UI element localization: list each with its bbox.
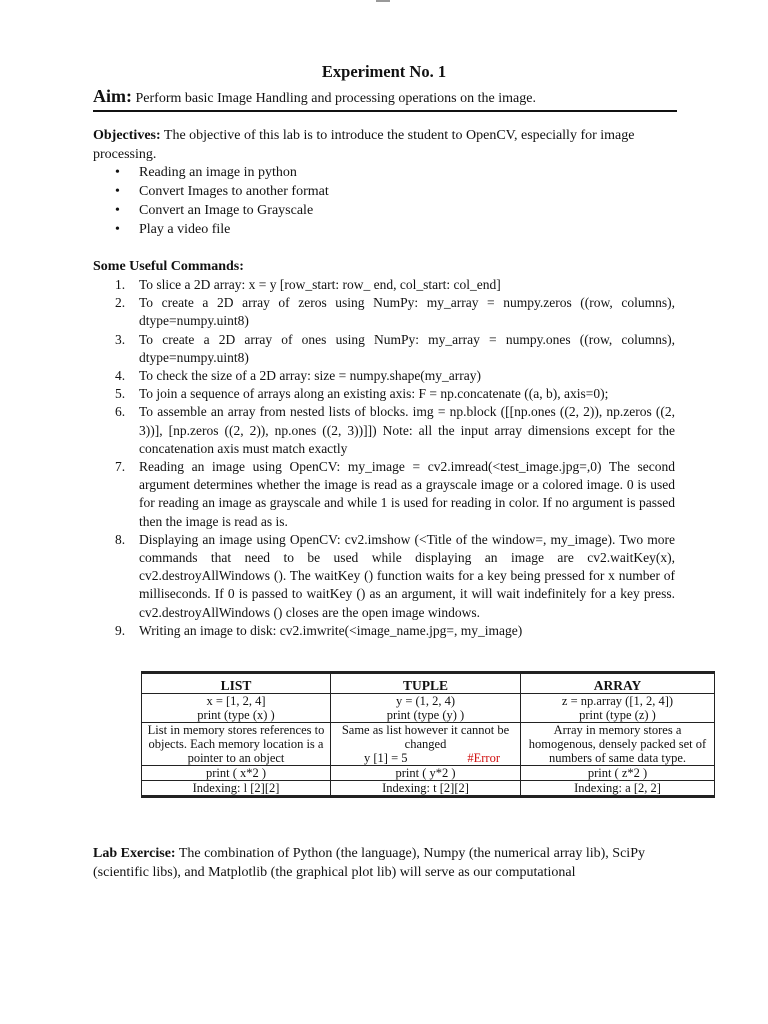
cell-line: [333, 751, 518, 765]
table-row: [142, 694, 715, 723]
aim-text: Perform basic Image Handling and processing operations on the image.: [135, 91, 536, 106]
list-item: • Reading an image in python: [113, 163, 329, 182]
list-item: • Convert Images to another format: [113, 182, 329, 201]
table-cell: Array in memory stores a homogenous, densely packed set of numbers of same data type.: [521, 723, 715, 766]
error-comment: #Error: [467, 751, 500, 765]
item-number: 6.: [115, 404, 126, 420]
table-cell: Indexing: a [2, 2]: [521, 781, 715, 797]
item-number: 8.: [115, 531, 126, 547]
table-cell: Indexing: l [2][2]: [142, 781, 331, 797]
header-array: ARRAY: [521, 673, 715, 694]
item-text: To assemble an array from nested lists of blocks. img = np.block ([[np.ones ((2, 2)), np.zeros ((2, 3))], [np.zeros ((2, 2)), np.ones ((2, 3))]]) Note: all the input array dimensions except for the concatenation axis must match exactly: [139, 404, 675, 456]
page-title: Experiment No. 1: [321, 62, 447, 81]
tuple-code: y [1] = 5: [364, 751, 408, 765]
cell-line: y = (1, 2, 4): [395, 694, 456, 708]
item-number: 2.: [115, 295, 126, 311]
list-item: [93, 367, 675, 385]
list-item: [93, 331, 675, 367]
lab-exercise-paragraph: [93, 844, 683, 882]
table-cell: print ( z*2 ): [521, 766, 715, 781]
item-text: To create a 2D array of zeros using NumPy: my_array = numpy.zeros ((row, columns), dtype=numpy.uint8): [139, 295, 675, 329]
cell-line: z = np.array ([1, 2, 4]): [561, 694, 674, 708]
header-tuple: TUPLE: [331, 673, 521, 694]
list-item: • Convert an Image to Grayscale: [113, 201, 329, 220]
list-item: [93, 403, 675, 458]
objectives-list: [113, 163, 329, 239]
table-cell: [142, 694, 331, 723]
list-item: [93, 458, 675, 531]
list-item: • Play a video file: [113, 220, 329, 239]
table-row: [142, 723, 715, 766]
aim-label: Aim:: [93, 86, 132, 106]
table-cell: [331, 694, 521, 723]
item-text: To slice a 2D array: x = y [row_start: row_ end, col_start: col_end]: [139, 277, 501, 292]
list-item: [93, 276, 675, 294]
list-item: [93, 622, 675, 640]
lab-exercise-text: The combination of Python (the language), Numpy (the numerical array lib), SciPy (scientific libs), and Matplotlib (the graphical plot lib) will serve as our computational: [93, 846, 645, 880]
item-number: 9.: [115, 622, 126, 638]
table-cell: Indexing: t [2][2]: [331, 781, 521, 797]
table-header-row: [142, 673, 715, 694]
item-number: 1.: [115, 277, 126, 292]
list-item: [93, 531, 675, 622]
cell-line: print (type (x) ): [197, 708, 275, 722]
objectives-paragraph: [93, 126, 683, 164]
cell-line: print (type (z) ): [579, 708, 656, 722]
list-item: [93, 294, 675, 330]
top-mark: [376, 0, 390, 2]
item-number: 4.: [115, 368, 126, 384]
comparison-table: [141, 671, 715, 798]
table-row: [142, 766, 715, 781]
item-text: To check the size of a 2D array: size = numpy.shape(my_array): [139, 368, 482, 384]
table-cell: [331, 723, 521, 766]
item-number: 3.: [115, 331, 126, 347]
cell-line: print (type (y) ): [386, 708, 465, 722]
item-number: 5.: [115, 386, 126, 402]
table-cell: print ( y*2 ): [331, 766, 521, 781]
table-row: [142, 781, 715, 797]
objectives-label: Objectives:: [93, 128, 161, 143]
header-list: LIST: [142, 673, 331, 694]
item-text: To join a sequence of arrays along an existing axis: F = np.concatenate ((a, b), axis=0);: [139, 386, 609, 402]
commands-list: [93, 276, 675, 640]
item-text: Reading an image using OpenCV: my_image = cv2.imread(<test_image.jpg=,0) The second argument determines whether the image is read as a grayscale image or a colored image. 0 is used for reading an image as grayscale and while 1 is used for reading in color. If no argument is passed then the image is read as is.: [139, 459, 675, 529]
objectives-text: The objective of this lab is to introduce the student to OpenCV, especially for image processing.: [93, 128, 635, 162]
lab-exercise-label: Lab Exercise:: [93, 846, 176, 861]
commands-heading: Some Useful Commands:: [93, 259, 244, 274]
table-cell: print ( x*2 ): [142, 766, 331, 781]
table-cell: List in memory stores references to objects. Each memory location is a pointer to an object: [142, 723, 331, 766]
item-text: Displaying an image using OpenCV: cv2.imshow (<Title of the window=, my_image). Two more commands that need to be used while displaying an image are cv2.waitKey(x), cv2.destroyAllWindows (). The waitKey () function waits for a key being pressed for x number of milliseconds. If 0 is passed to waitKey () as an argument, it will wait indefinitely for a key press. cv2.destroyAllWindows () closes are the open image windows.: [139, 531, 675, 620]
cell-line: x = [1, 2, 4]: [206, 694, 266, 708]
item-text: Writing an image to disk: cv2.imwrite(<image_name.jpg=, my_image): [139, 622, 523, 638]
table-cell: [521, 694, 715, 723]
cell-line: Same as list however it cannot be changed: [341, 723, 510, 751]
item-number: 7.: [115, 459, 126, 475]
item-text: To create a 2D array of ones using NumPy: my_array = numpy.ones ((row, columns), dtype=numpy.uint8): [139, 331, 675, 365]
aim-line: [93, 86, 677, 112]
list-item: [93, 385, 675, 403]
